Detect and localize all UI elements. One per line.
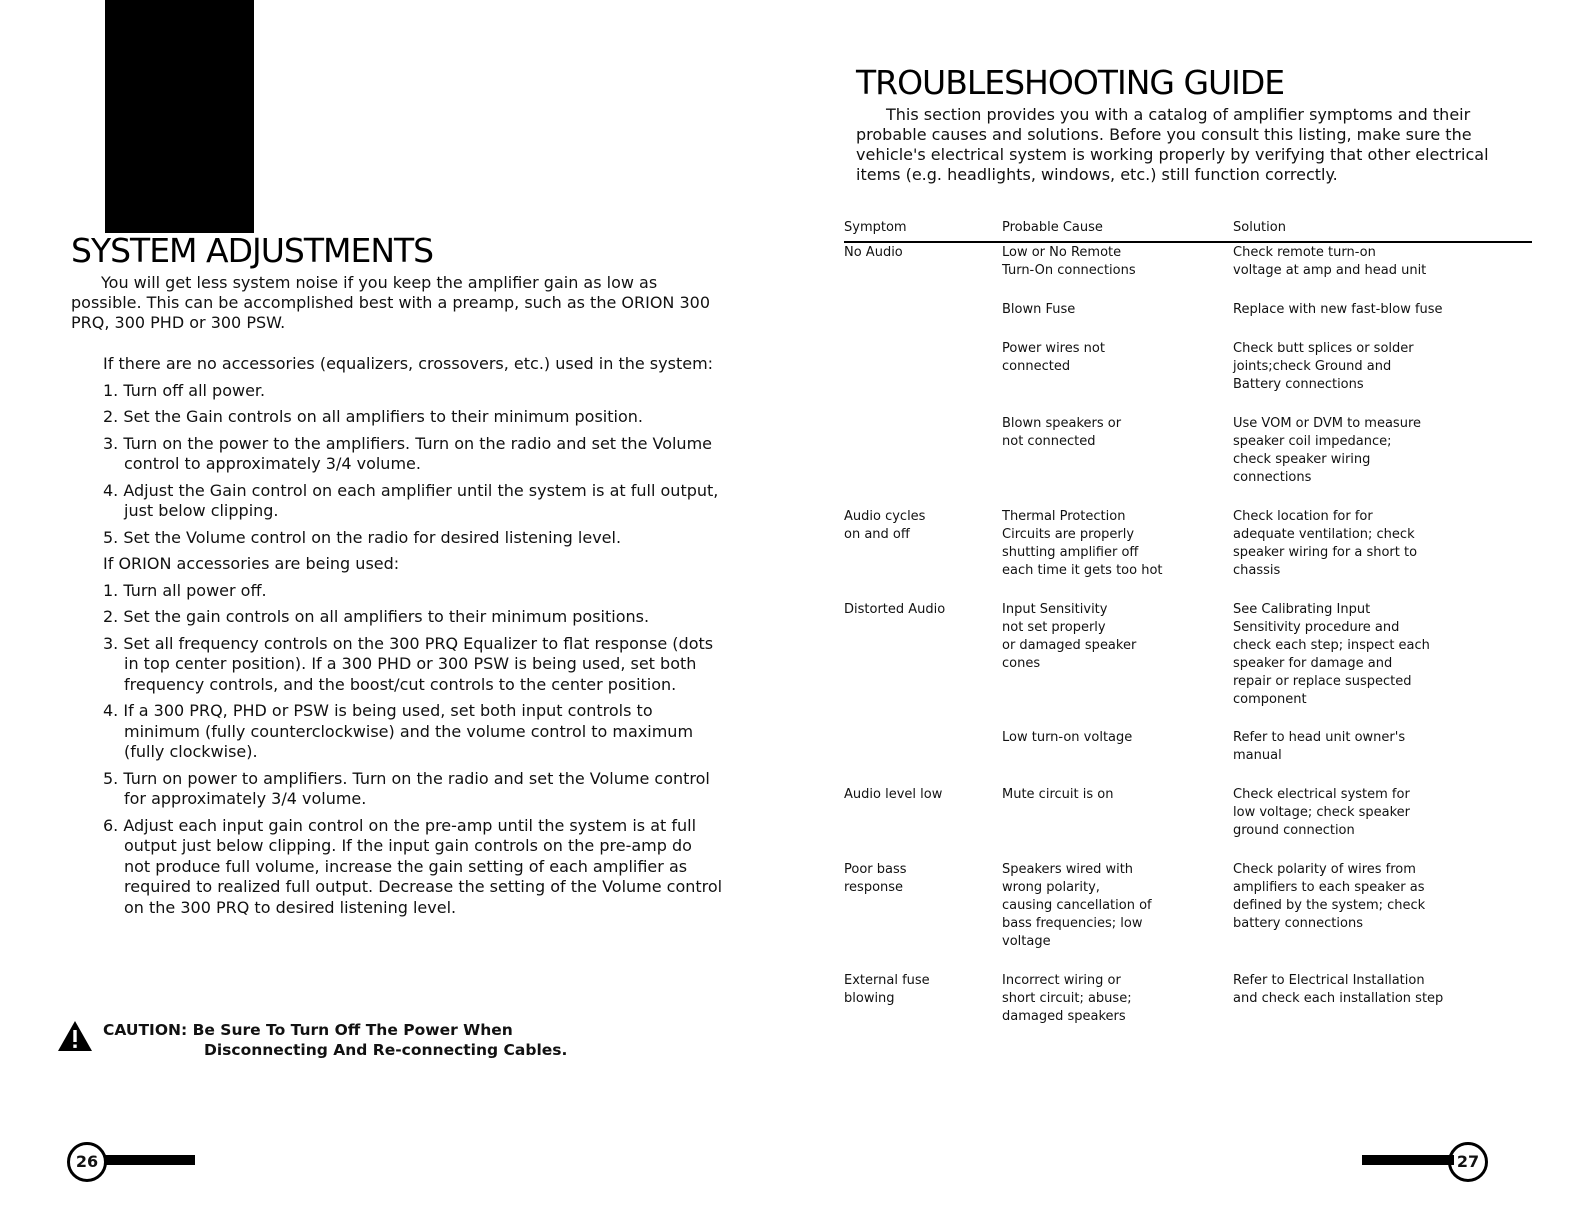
list-item: 1. Turn off all power. xyxy=(103,380,266,400)
list-item: 2. Set the gain controls on all amplifiers to their minimum positions. xyxy=(103,607,650,626)
list-item: 5. Set the Volume control on the radio for desired listening level. xyxy=(103,527,622,547)
list-item: 3. Turn on the power to the amplifiers. Turn on the radio and set the Volume control to approximately 3/4 volume. xyxy=(103,433,712,473)
right-page xyxy=(792,0,1584,1224)
page-number-left xyxy=(67,1142,107,1182)
cause-cell: Blown speakers or not connected xyxy=(1002,416,1122,449)
cause-cell: Incorrect wiring or short circuit; abuse; damaged speakers xyxy=(1002,973,1132,1024)
list-item: 6. Adjust each input gain control on the pre-amp until the system is at full output just below clipping. If the input gain controls on the pre-amp do not produce full volume, increase the gain setting of each amplifier as required to realized full output. Decrease the setting of the Volume control on the 300 PRQ to desired listening level. xyxy=(103,815,723,917)
page-number-26: 26 xyxy=(67,1142,107,1182)
condition-with-accessories: If ORION accessories are being used: xyxy=(103,554,400,573)
page-number-bar-right xyxy=(1362,1155,1454,1165)
symptom-cell: External fuse blowing xyxy=(844,973,930,1006)
symptom-cell: Distorted Audio xyxy=(844,602,946,617)
symptom-cell: Audio cycles on and off xyxy=(844,509,926,542)
caution-line-1: Be Sure To Turn Off The Power When xyxy=(192,1021,513,1039)
black-tab-block xyxy=(105,0,254,233)
list-item: 4. Adjust the Gain control on each amplifier until the system is at full output, just below clipping. xyxy=(103,480,719,520)
cause-cell: Power wires not connected xyxy=(1002,341,1105,374)
page-title-system-adjustments: SYSTEM ADJUSTMENTS xyxy=(71,231,434,270)
system-adjustments-intro xyxy=(71,273,721,333)
list-item: 1. Turn all power off. xyxy=(103,580,267,600)
header-probable-cause: Probable Cause xyxy=(1002,220,1103,235)
solution-cell: Use VOM or DVM to measure speaker coil impedance; check speaker wiring connections xyxy=(1233,416,1421,485)
page-number-right xyxy=(1448,1142,1488,1182)
solution-cell: Refer to head unit owner's manual xyxy=(1233,730,1406,763)
table-header xyxy=(844,219,1532,243)
troubleshooting-table xyxy=(844,219,1532,1024)
header-symptom: Symptom xyxy=(844,220,907,235)
solution-cell: Check electrical system for low voltage; check speaker ground connection xyxy=(1233,787,1411,838)
solution-cell: See Calibrating Input Sensitivity procedure and check each step; inspect each speaker for damage and repair or replace suspected component xyxy=(1233,602,1430,707)
solution-cell: Refer to Electrical Installation and check each installation step xyxy=(1233,973,1444,1006)
cause-cell: Speakers wired with wrong polarity, causing cancellation of bass frequencies; low voltage xyxy=(1002,862,1152,949)
solution-cell: Replace with new fast-blow fuse xyxy=(1233,302,1443,317)
condition-no-accessories: If there are no accessories (equalizers, crossovers, etc.) used in the system: xyxy=(103,354,714,373)
list-item: 3. Set all frequency controls on the 300 PRQ Equalizer to flat response (dots in top center position). If a 300 PHD or 300 PSW is being used, set both frequency controls, and the boost/cut controls to the center position. xyxy=(103,633,714,694)
list-item: 4. If a 300 PRQ, PHD or PSW is being used, set both input controls to minimum (fully counterclockwise) and the volume control to maximum (fully clockwise). xyxy=(103,701,694,761)
page-number-bar-left xyxy=(105,1155,195,1165)
page-title-troubleshooting-guide: TROUBLESHOOTING GUIDE xyxy=(856,63,1285,102)
cause-cell: Mute circuit is on xyxy=(1002,787,1114,802)
solution-cell: Check location for for adequate ventilation; check speaker wiring for a short to chassis xyxy=(1233,509,1418,578)
troubleshooting-intro xyxy=(856,105,1506,185)
caution-line-2: Disconnecting And Re-connecting Cables. xyxy=(204,1041,568,1059)
cause-cell: Input Sensitivity not set properly or damaged speaker cones xyxy=(1002,602,1137,671)
list-item: 2. Set the Gain controls on all amplifiers to their minimum position. xyxy=(103,407,643,426)
symptom-cell: No Audio xyxy=(844,245,903,260)
caution-label: CAUTION: xyxy=(103,1021,188,1039)
list-item: 5. Turn on power to amplifiers. Turn on the radio and set the Volume control for approximately 3/4 volume. xyxy=(103,768,710,808)
cause-cell: Low turn-on voltage xyxy=(1002,730,1133,745)
warning-triangle-icon xyxy=(57,1020,93,1052)
page-number-27: 27 xyxy=(1448,1142,1488,1182)
cause-cell: Low or No Remote Turn-On connections xyxy=(1002,245,1136,278)
symptom-cell: Poor bass response xyxy=(844,862,907,895)
intro-text: This section provides you with a catalog of amplifier symptoms and their probable causes and solutions. Before you consult this listing, make sure the vehicle's electrical system is working properly by verifying that other electrical items (e.g. headlights, windows, etc.) still function correctly. xyxy=(856,105,1489,184)
solution-cell: Check polarity of wires from amplifiers to each speaker as defined by the system; check battery connections xyxy=(1233,862,1426,931)
solution-cell: Check butt splices or solder joints;check Ground and Battery connections xyxy=(1233,341,1414,392)
header-solution: Solution xyxy=(1233,220,1286,235)
symptom-cell: Audio level low xyxy=(844,787,943,802)
adjustment-steps xyxy=(103,354,723,924)
cause-cell: Blown Fuse xyxy=(1002,302,1076,317)
intro-text: You will get less system noise if you keep the amplifier gain as low as possible. This can be accomplished best with a preamp, such as the ORION 300 PRQ, 300 PHD or 300 PSW. xyxy=(71,273,711,332)
cause-cell: Thermal Protection Circuits are properly shutting amplifier off each time it gets too hot xyxy=(1002,509,1163,578)
caution-text xyxy=(103,1020,567,1060)
solution-cell: Check remote turn-on voltage at amp and head unit xyxy=(1233,245,1427,278)
